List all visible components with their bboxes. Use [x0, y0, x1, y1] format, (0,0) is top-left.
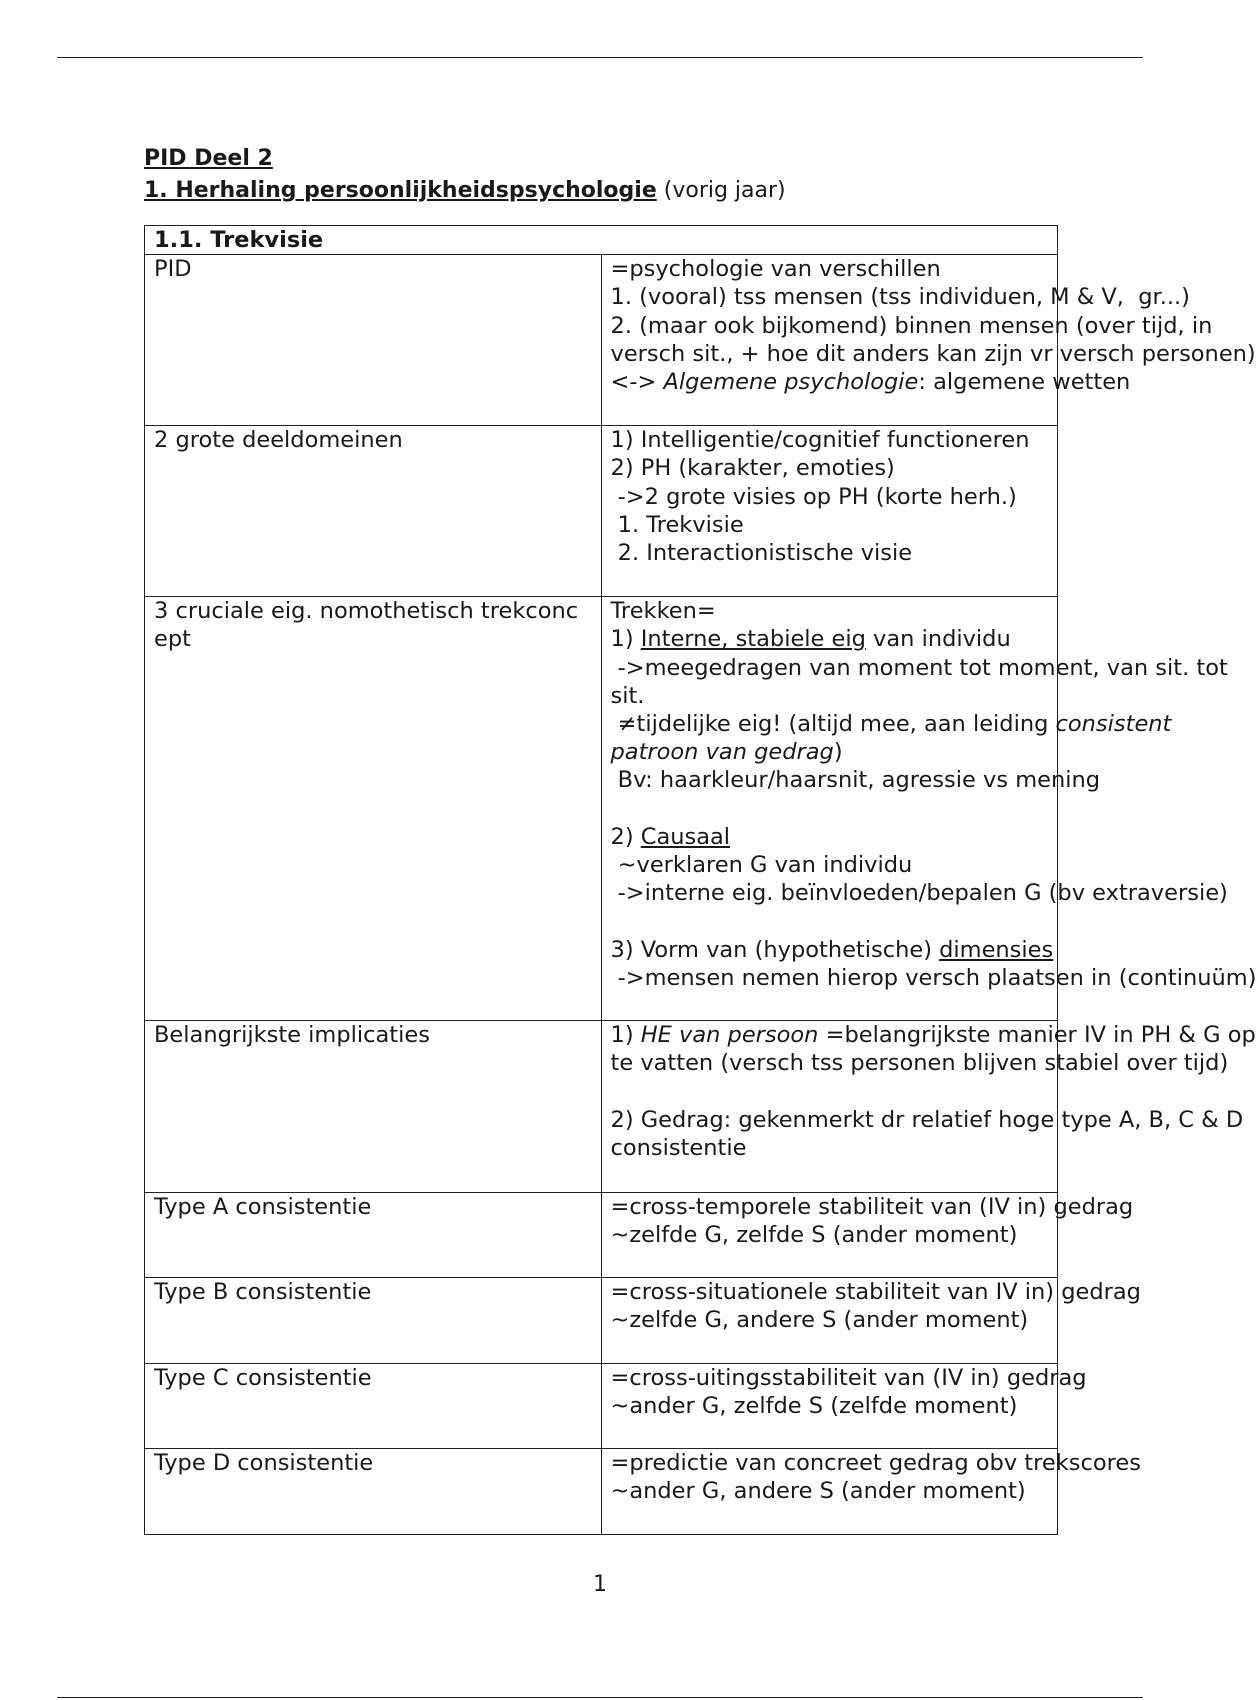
definition-line: [610, 368, 1131, 396]
text-run: <->: [610, 369, 664, 396]
definition-line: =cross-situationele stabiliteit van IV in) gedrag: [610, 1279, 1141, 1306]
page-title: PID Deel 2: [144, 146, 273, 171]
row-definition: [601, 426, 1058, 597]
row-term: Type D consistentie: [145, 1449, 602, 1535]
row-definition: [601, 255, 1256, 426]
definition-line: ~zelfde G, zelfde S (ander moment): [610, 1222, 1018, 1249]
definition-line: ~ander G, andere S (ander moment): [610, 1478, 1026, 1505]
row-definition: [601, 1364, 1087, 1449]
definition-line: 1. Trekvisie: [610, 511, 744, 538]
row-term: Type B consistentie: [145, 1278, 602, 1364]
table-row: [145, 255, 1058, 426]
row-term: Type A consistentie: [145, 1193, 602, 1278]
blank-line: [611, 1078, 1049, 1106]
definition-line: 2) PH (karakter, emoties): [610, 455, 895, 482]
definition-line: [610, 710, 1172, 738]
definition-line: consistentie: [610, 1135, 747, 1162]
document-title-block: [144, 143, 786, 207]
definition-line: 2. Interactionistische visie: [610, 540, 913, 567]
table-heading: 1.1. Trekvisie: [145, 226, 1058, 255]
bottom-rule: [57, 1697, 1143, 1698]
text-run: 3) Vorm van (hypothetische): [610, 936, 940, 963]
table-row: [145, 1193, 1058, 1278]
definition-line: 2) Gedrag: gekenmerkt dr relatief hoge type A, B, C & D: [610, 1106, 1244, 1133]
row-term: PID: [145, 255, 602, 426]
definition-line: [610, 936, 1054, 964]
underlined-term: Interne, stabiele eig: [640, 626, 866, 653]
text-run: =belangrijkste manier IV in PH & G op: [818, 1022, 1256, 1049]
definition-line: ->2 grote visies op PH (korte herh.): [610, 483, 1017, 510]
table-row: [145, 426, 1058, 597]
section-note: (vorig jaar): [656, 178, 786, 203]
row-term: 2 grote deeldomeinen: [145, 426, 602, 597]
definition-line: [611, 625, 1049, 653]
row-definition: [601, 1278, 1141, 1364]
definition-line: versch sit., + hoe dit anders kan zijn vr versch personen): [610, 340, 1256, 367]
definition-line: [611, 738, 1049, 766]
definition-line: =cross-uitingsstabiliteit van (IV in) gedrag: [610, 1365, 1087, 1392]
text-run: ≠tijdelijke eig! (altijd mee, aan leiding: [610, 711, 1056, 738]
section-heading: 1. Herhaling persoonlijkheidspsychologie: [144, 178, 657, 203]
italic-term: Algemene psychologie: [663, 369, 919, 396]
text-run: : algemene wetten: [918, 369, 1131, 396]
table-heading-row: [145, 226, 1058, 255]
definition-line: 1. (vooral) tss mensen (tss individuen, M & V, gr...): [610, 284, 1190, 311]
definition-line: =predictie van concreet gedrag obv trekscores: [610, 1450, 1141, 1477]
text-run: ): [833, 739, 843, 766]
table-row: [145, 1278, 1058, 1364]
row-term: 3 cruciale eig. nomothetisch trekconcept: [145, 597, 602, 1021]
trekvisie-table: [144, 225, 1256, 1535]
row-term: Belangrijkste implicaties: [145, 1021, 602, 1193]
row-definition: [601, 1021, 1256, 1193]
definition-line: Bv: haarkleur/haarsnit, agressie vs mening: [610, 767, 1101, 794]
definition-line: ->mensen nemen hierop versch plaatsen in (continuüm): [610, 964, 1256, 991]
definition-line: Trekken=: [610, 598, 716, 625]
text-run: 2): [610, 823, 641, 850]
definition-line: [611, 823, 1049, 851]
italic-term: HE van persoon: [640, 1022, 819, 1049]
text-run: van individu: [865, 626, 1011, 653]
italic-term: consistent: [1055, 711, 1172, 738]
italic-term: patroon van gedrag: [610, 739, 834, 766]
definition-line: ~zelfde G, andere S (ander moment): [610, 1307, 1029, 1334]
definition-line: 1) Intelligentie/cognitief functioneren: [610, 427, 1030, 454]
row-definition: [601, 597, 1256, 1021]
definition-line: =psychologie van verschillen: [610, 256, 941, 283]
top-rule: [57, 57, 1143, 58]
definition-line: 2. (maar ook bijkomend) binnen mensen (over tijd, in: [610, 312, 1213, 339]
row-definition: [601, 1193, 1134, 1278]
table-row: [145, 1021, 1058, 1193]
underlined-term: Causaal: [640, 823, 731, 850]
definition-line: [610, 1021, 1256, 1049]
definition-line: sit.: [610, 682, 645, 709]
definition-line: ->interne eig. beïnvloeden/bepalen G (bv extraversie): [610, 880, 1228, 907]
text-run: 1): [610, 1022, 641, 1049]
row-term: Type C consistentie: [145, 1364, 602, 1449]
underlined-term: dimensies: [939, 936, 1054, 963]
text-run: 1): [610, 626, 641, 653]
definition-line: ~verklaren G van individu: [610, 852, 913, 879]
blank-line: [611, 795, 1049, 823]
definition-line: ->meegedragen van moment tot moment, van sit. tot: [610, 654, 1228, 681]
row-definition: [601, 1449, 1141, 1535]
table-row: [145, 597, 1058, 1021]
definition-line: te vatten (versch tss personen blijven stabiel over tijd): [610, 1050, 1229, 1077]
definition-line: ~ander G, zelfde S (zelfde moment): [610, 1393, 1018, 1420]
page-number: 1: [593, 1572, 607, 1597]
definition-line: =cross-temporele stabiliteit van (IV in) gedrag: [610, 1194, 1134, 1221]
blank-line: [611, 907, 1049, 935]
table-row: [145, 1364, 1058, 1449]
table-row: [145, 1449, 1058, 1535]
